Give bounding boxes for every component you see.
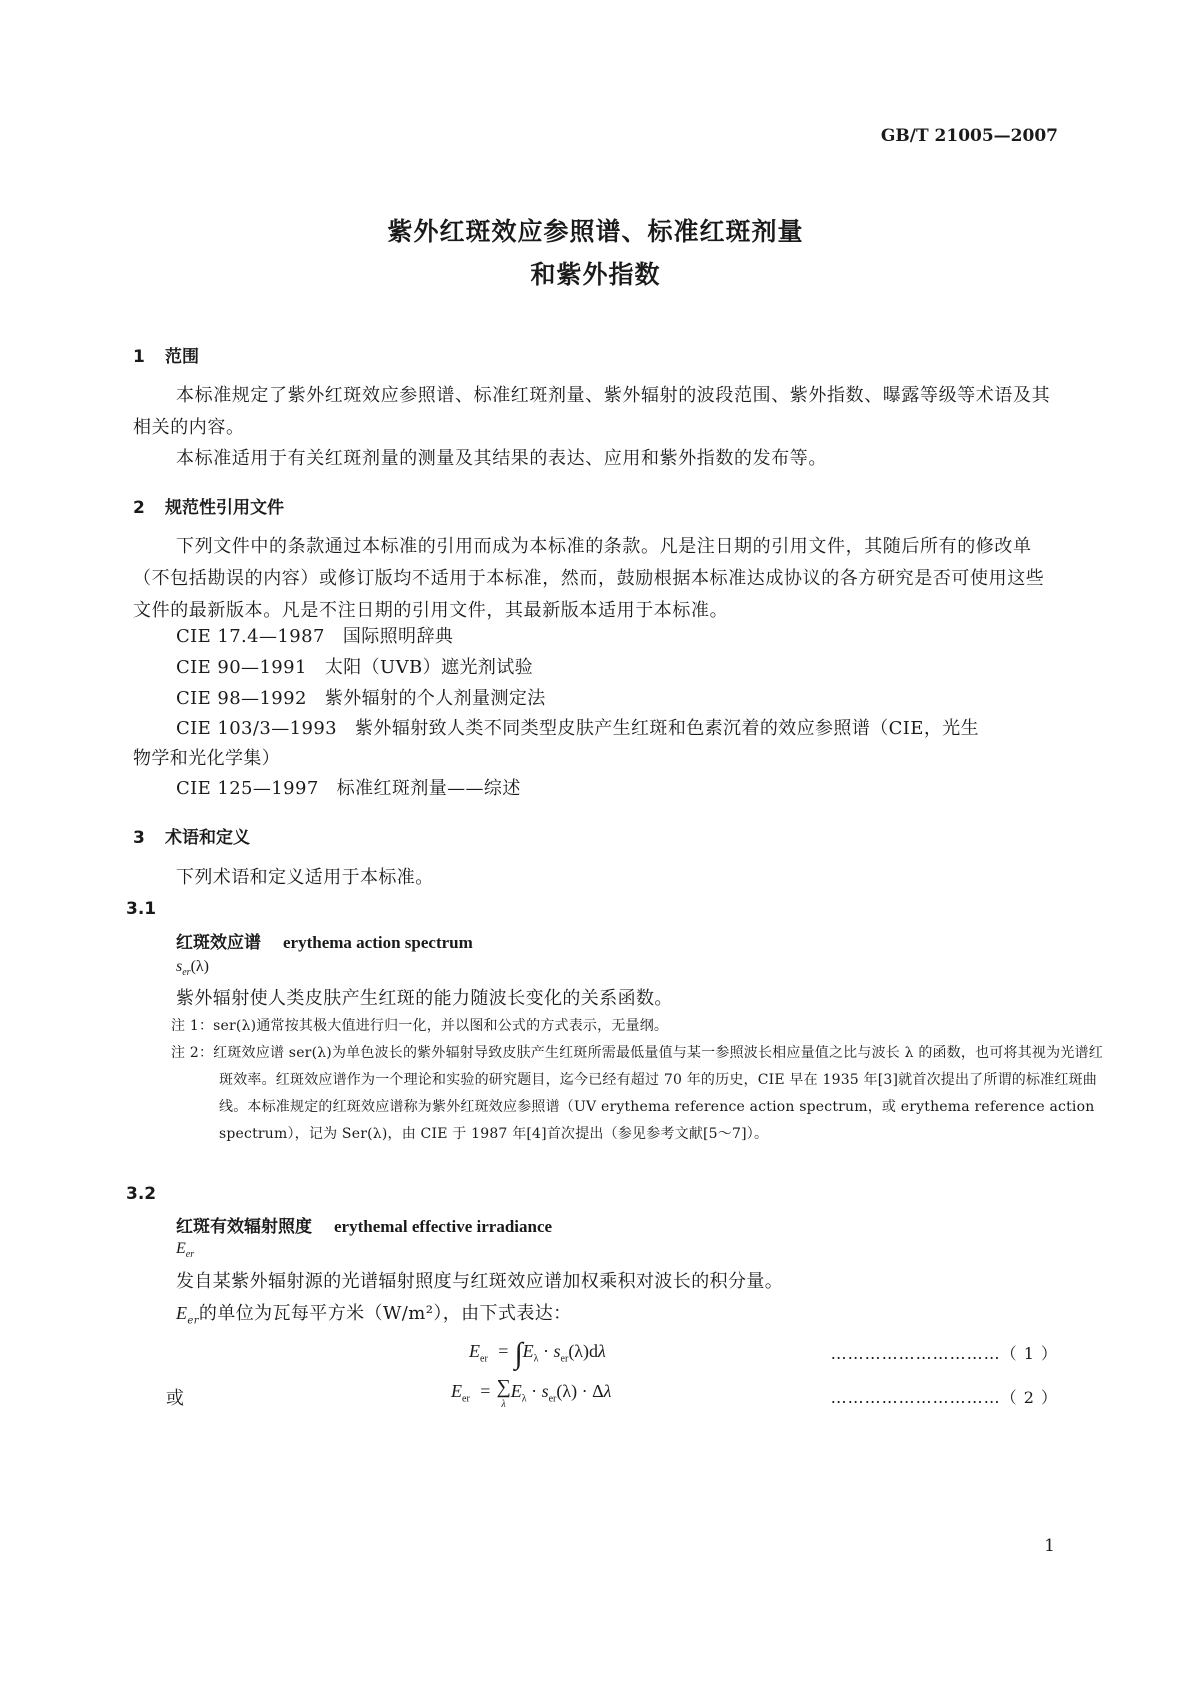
- term-number: 3.2: [126, 1184, 157, 1204]
- reference-title: 紫外辐射的个人剂量测定法: [324, 688, 546, 709]
- section-1-paragraph-1: 本标准规定了紫外红斑效应参照谱、标准红斑剂量、紫外辐射的波段范围、紫外指数、曝露等级等术语及其相关的内容。: [133, 385, 1051, 438]
- section-3-intro: 下列术语和定义适用于本标准。: [176, 867, 434, 888]
- term-definition: 发自某紫外辐射源的光谱辐射照度与红斑效应谱加权乘积对波长的积分量。: [176, 1271, 784, 1292]
- equation-1-number: …………………………（ 1 ）: [830, 1344, 1058, 1363]
- reference-title-continuation: 物学和光化学集）: [133, 748, 281, 769]
- symbol-argument: (λ): [190, 958, 209, 975]
- section-1-heading: [133, 342, 199, 367]
- reference-code: CIE 90—1991: [176, 657, 307, 678]
- section-2-paragraph-1: 下列文件中的条款通过本标准的引用而成为本标准的条款。凡是注日期的引用文件，其随后所有的修改单（不包括勘误的内容）或修订版均不适用于本标准，然而，鼓励根据本标准达成协议的各方研究是否可使用这些文件的最新版本。凡是不注日期的引用文件，其最新版本适用于本标准。: [133, 536, 1045, 621]
- section-title: 范围: [165, 347, 199, 367]
- term-chinese: 红斑效应谱: [176, 933, 261, 953]
- standard-number: GB/T 21005—2007: [880, 126, 1058, 146]
- reference-item: [176, 773, 521, 805]
- term-note-1: 注 1：ser(λ)通常按其极大值进行归一化，并以图和公式的方式表示，无量纲。: [171, 1018, 669, 1034]
- reference-item: [176, 621, 453, 653]
- document-title-line-1: 紫外红斑效应参照谱、标准红斑剂量: [387, 217, 804, 246]
- section-3-heading: [133, 823, 250, 848]
- symbol-letter: s: [176, 958, 183, 975]
- term-english: erythema action spectrum: [283, 933, 473, 952]
- or-conjunction: 或: [166, 1388, 185, 1409]
- reference-item: [176, 683, 546, 715]
- term-note-2: 注 2：红斑效应谱 ser(λ)为单色波长的紫外辐射导致皮肤产生红斑所需最低量值与某一参照波长相应量值之比与波长 λ 的函数，也可将其视为光谱红斑效率。红斑效应谱作为一个理论和实验的研究题目，迄今已经有超过 70 年的历史，CIE 早在 1935 年[3]就首次提出了所谓的标准红斑曲线。本标准规定的红斑效应谱称为紫外红斑效应参照谱（UV erythema reference action spectrum，或 erythema reference action spectrum），记为 Ser(λ)，由 CIE 于 1987 年[4]首次提出（参见参考文献[5～7]）。: [171, 1045, 1103, 1142]
- document-title-line-2: 和紫外指数: [530, 260, 661, 289]
- equation-2-number: …………………………（ 2 ）: [830, 1388, 1058, 1407]
- page-number: 1: [1044, 1536, 1055, 1556]
- reference-code: CIE 125—1997: [176, 778, 319, 799]
- section-number: 2: [133, 498, 145, 518]
- term-heading: [176, 1212, 552, 1237]
- reference-title: 国际照明辞典: [342, 626, 454, 647]
- equation-2: $E_{er}$ = ∑ $\lambda E_\lambda \cdot s_{er}(\lambda) \cdot \Delta\lambda$: [451, 1376, 612, 1410]
- section-title: 术语和定义: [165, 828, 250, 848]
- unit-statement: [176, 1297, 572, 1338]
- unit-text: 的单位为瓦每平方米（W/m²），由下式表达：: [198, 1303, 572, 1324]
- reference-title: 紫外辐射致人类不同类型皮肤产生红斑和色素沉着的效应参照谱（CIE，光生: [355, 718, 980, 739]
- symbol-subscript: er: [182, 967, 191, 979]
- reference-code: CIE 103/3—1993: [176, 718, 338, 739]
- term-symbol: [176, 958, 209, 978]
- reference-code: CIE 17.4—1987: [176, 626, 325, 647]
- reference-item: [176, 713, 979, 745]
- symbol-letter: E: [176, 1240, 186, 1257]
- reference-code: CIE 98—1992: [176, 688, 307, 709]
- section-2-heading: [133, 493, 284, 518]
- term-english: erythemal effective irradiance: [334, 1217, 553, 1236]
- term-number: 3.1: [126, 899, 157, 919]
- section-number: 3: [133, 828, 145, 848]
- section-number: 1: [133, 347, 145, 367]
- reference-item: [176, 652, 533, 684]
- symbol-subscript: er: [187, 1315, 199, 1327]
- reference-title: 太阳（UVB）遮光剂试验: [324, 657, 534, 678]
- section-1-paragraph-2: 本标准适用于有关红斑剂量的测量及其结果的表达、应用和紫外指数的发布等。: [176, 448, 827, 469]
- equation-1: $E_{er} = \int E_\lambda \cdot s_{er}(\lambda)d\lambda$: [469, 1337, 606, 1370]
- section-title: 规范性引用文件: [165, 498, 284, 518]
- term-heading: [176, 928, 473, 953]
- reference-title: 标准红斑剂量——综述: [336, 778, 521, 799]
- symbol-subscript: er: [185, 1249, 195, 1261]
- term-chinese: 红斑有效辐射照度: [176, 1217, 312, 1237]
- term-definition: 紫外辐射使人类皮肤产生红斑的能力随波长变化的关系函数。: [176, 988, 673, 1009]
- term-symbol: [176, 1240, 194, 1260]
- symbol-letter: E: [176, 1303, 188, 1323]
